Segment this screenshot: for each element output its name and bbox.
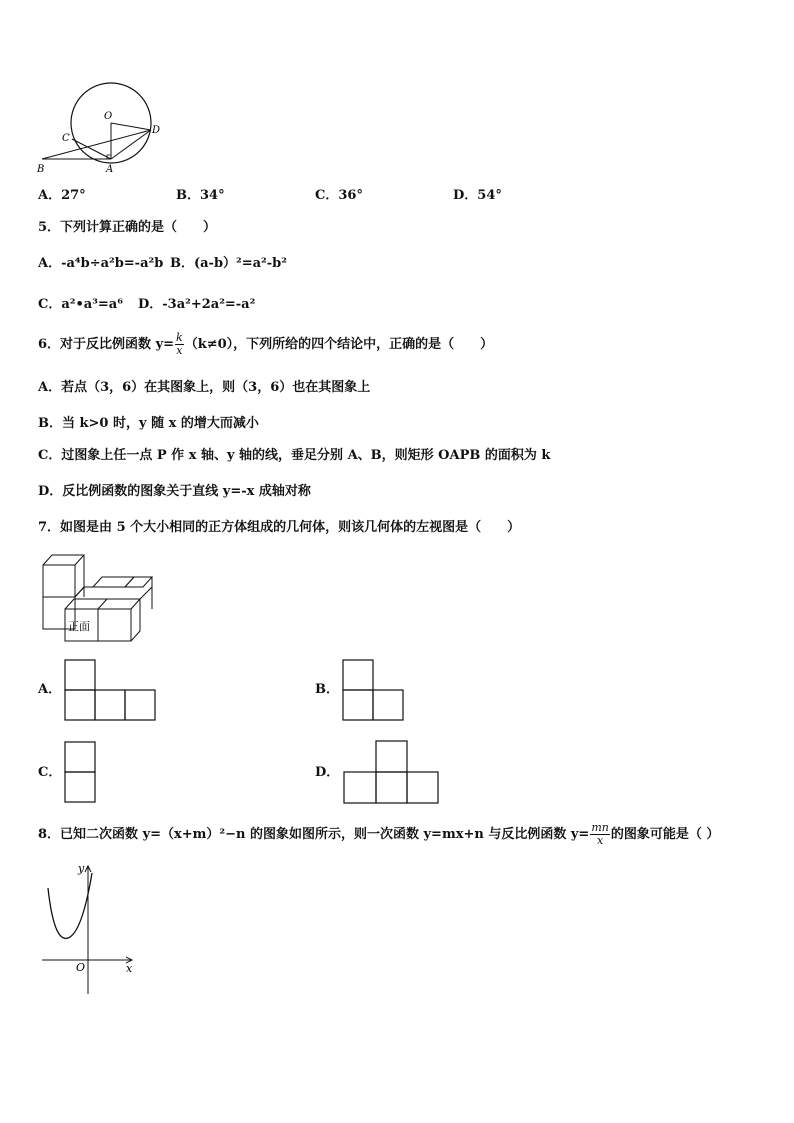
q4-option-b[interactable]: B．34° [176, 188, 225, 203]
q7-cube-figure [38, 550, 158, 645]
q5-option-a[interactable]: A．-a⁴b÷a²b=-a²b [38, 256, 164, 271]
label-d: D [152, 125, 161, 136]
q6-option-b[interactable]: B．当 k>0 时，y 随 x 的增大而减小 [38, 416, 259, 431]
q7-option-d-label[interactable]: D． [315, 765, 340, 780]
q6-option-c[interactable]: C．过图象上任一点 P 作 x 轴、y 轴的线，垂足分别 A、B，则矩形 OAPB 的面积为 k [38, 448, 551, 463]
origin-label: O [76, 961, 86, 974]
q4-option-d[interactable]: D．54° [453, 188, 502, 203]
q7-option-c-view[interactable] [64, 741, 98, 803]
label-a: A [106, 164, 114, 175]
q5-option-d[interactable]: D．-3a²+2a²=-a² [138, 297, 256, 312]
q5-option-b[interactable]: B．(a-b）²=a²-b² [170, 256, 287, 271]
label-c: C [62, 133, 70, 144]
y-axis-label: y [78, 862, 85, 875]
label-o: O [104, 111, 113, 122]
x-axis-label: x [126, 962, 133, 975]
q6-option-a[interactable]: A．若点（3，6）在其图象上，则（3，6）也在其图象上 [38, 380, 371, 395]
q7-option-c-label[interactable]: C． [38, 765, 62, 780]
q6-fraction: $\frac{k}{x}$ [176, 331, 183, 357]
q4-option-c[interactable]: C．36° [315, 188, 363, 203]
q8-fraction: $\frac{mn}{x}$ [591, 821, 609, 847]
q6-stem: 6．对于反比例函数 y= $\frac{k}{x}$ （k≠0），下列所给的四个结论中，正确的是（ ） [38, 331, 494, 357]
q7-option-a-label[interactable]: A． [38, 682, 62, 697]
q8-parabola-graph [38, 858, 148, 998]
q7-stem: 7．如图是由 5 个大小相同的正方体组成的几何体，则该几何体的左视图是（ ） [38, 520, 521, 535]
line-od [111, 123, 151, 130]
q5-stem: 5．下列计算正确的是（ ） [38, 220, 217, 235]
parabola-curve [48, 873, 92, 938]
q7-option-a-view[interactable] [64, 659, 158, 721]
front-label: 正面 [68, 620, 90, 633]
q7-option-b-label[interactable]: B． [315, 682, 339, 697]
q8-stem: 8．已知二次函数 y=（x+m）²−n 的图象如图所示，则一次函数 y=mx+n 与反比例函数 y= $\frac{mn}{x}$ 的图象可能是（ ） [38, 821, 720, 847]
q7-option-d-view[interactable] [343, 740, 439, 804]
label-b: B [37, 164, 45, 175]
q5-option-c[interactable]: C．a²•a³=a⁶ [38, 297, 123, 312]
q7-option-b-view[interactable] [342, 659, 406, 721]
q6-option-d[interactable]: D．反比例函数的图象关于直线 y=-x 成轴对称 [38, 484, 311, 499]
q4-option-a[interactable]: A．27° [38, 188, 86, 203]
q4-circle-figure [34, 78, 174, 178]
